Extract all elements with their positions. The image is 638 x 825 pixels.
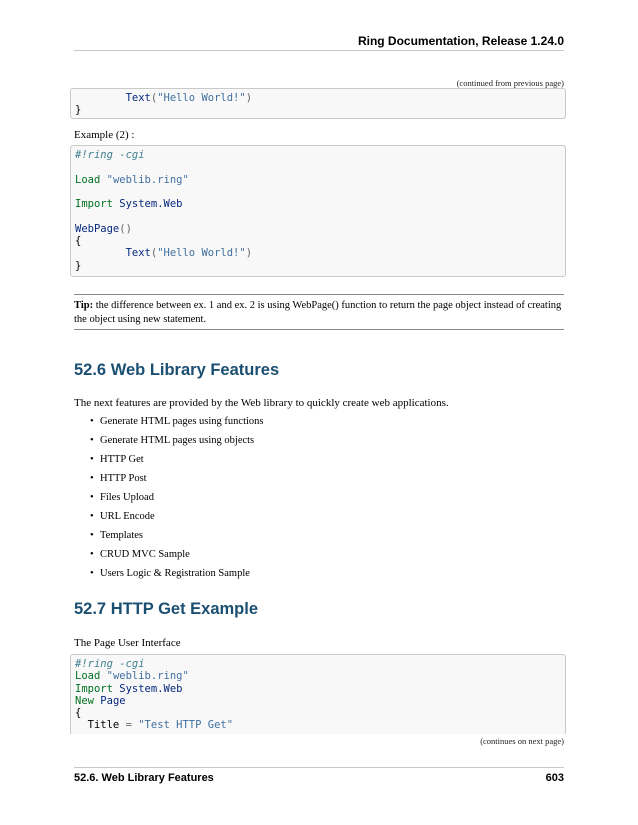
code-line bbox=[75, 223, 561, 235]
code-line bbox=[75, 695, 561, 707]
continues-on-next: (continues on next page) bbox=[480, 736, 564, 746]
code-line bbox=[75, 92, 561, 104]
code-token: { bbox=[75, 235, 82, 248]
tip-box bbox=[74, 299, 564, 327]
list-item: • Templates bbox=[90, 526, 263, 545]
code-token: ) bbox=[245, 247, 253, 260]
code-token: #!ring -cgi bbox=[75, 658, 145, 670]
code-token: } bbox=[75, 259, 82, 272]
tip-text: the difference between ex. 1 and ex. 2 is using WebPage() function to return the page object instead of creating the object using new statement. bbox=[74, 300, 562, 325]
header-rule bbox=[74, 50, 564, 51]
list-item: • Users Logic & Registration Sample bbox=[90, 564, 263, 583]
list-item: • Generate HTML pages using functions bbox=[90, 412, 263, 431]
code-line bbox=[75, 210, 561, 222]
footer-section: 52.6. Web Library Features bbox=[74, 772, 214, 784]
tip-rule-bottom bbox=[74, 329, 564, 330]
list-item: • CRUD MVC Sample bbox=[90, 545, 263, 564]
code-token: = bbox=[125, 719, 132, 732]
code-block-1[interactable] bbox=[70, 88, 566, 119]
code-block-2[interactable] bbox=[70, 145, 566, 277]
code-token: Title bbox=[75, 719, 126, 732]
section-heading-http-get-example: 52.7 HTTP Get Example bbox=[74, 600, 259, 618]
code-block-3[interactable] bbox=[70, 654, 566, 734]
code-token: ( bbox=[150, 247, 158, 260]
code-token: { bbox=[75, 707, 82, 720]
code-token: ( bbox=[150, 92, 158, 104]
section-heading-web-library-features: 52.6 Web Library Features bbox=[74, 361, 280, 379]
code-token: Import bbox=[75, 198, 113, 211]
footer-rule bbox=[74, 767, 564, 768]
code-token: () bbox=[119, 222, 132, 235]
tip-label: Tip: bbox=[74, 300, 94, 311]
code-token: Load bbox=[75, 173, 101, 186]
page-header: Ring Documentation, Release 1.24.0 bbox=[357, 34, 564, 48]
code-token: Text bbox=[125, 92, 151, 104]
list-item: • Generate HTML pages using objects bbox=[90, 431, 263, 450]
code-token: System.Web bbox=[119, 682, 183, 695]
code-token: "weblib.ring" bbox=[106, 173, 189, 186]
code-line bbox=[75, 235, 561, 247]
code-token: Page bbox=[100, 694, 126, 707]
page-number: 603 bbox=[545, 772, 564, 784]
code-token: } bbox=[75, 104, 82, 117]
list-item: • HTTP Get bbox=[90, 450, 263, 469]
example-2-label: Example (2) : bbox=[74, 129, 135, 141]
code-line bbox=[75, 683, 561, 695]
code-line bbox=[75, 198, 561, 210]
code-line bbox=[75, 174, 561, 186]
page-footer bbox=[74, 772, 564, 784]
code-token: Load bbox=[75, 670, 101, 683]
code-line bbox=[75, 670, 561, 682]
code-token: Text bbox=[125, 247, 151, 260]
code-token: "Test HTTP Get" bbox=[138, 719, 234, 732]
code-token: Import bbox=[75, 682, 113, 695]
code-token: New bbox=[75, 694, 94, 707]
tip-rule-top bbox=[74, 294, 564, 295]
code-line bbox=[75, 149, 561, 161]
code-token bbox=[75, 92, 126, 104]
code-line bbox=[75, 707, 561, 719]
code-token: "Hello World!" bbox=[157, 247, 246, 260]
code-token: System.Web bbox=[119, 198, 183, 211]
continued-from-previous: (continued from previous page) bbox=[456, 78, 564, 88]
code-token: "Hello World!" bbox=[157, 92, 246, 104]
code-line bbox=[75, 260, 561, 272]
code-line bbox=[75, 186, 561, 198]
code-token: WebPage bbox=[75, 222, 120, 235]
code-line bbox=[75, 719, 561, 731]
list-item: • Files Upload bbox=[90, 488, 263, 507]
code-line bbox=[75, 161, 561, 173]
code-token: ) bbox=[245, 92, 253, 104]
page-ui-label: The Page User Interface bbox=[74, 637, 181, 649]
features-list bbox=[90, 412, 263, 583]
list-item: • URL Encode bbox=[90, 507, 263, 526]
code-line bbox=[75, 104, 561, 116]
list-item: • HTTP Post bbox=[90, 469, 263, 488]
code-token: "weblib.ring" bbox=[106, 670, 189, 683]
code-token: #!ring -cgi bbox=[75, 149, 145, 161]
code-token bbox=[75, 247, 126, 259]
section-intro: The next features are provided by the Web library to quickly create web applications. bbox=[74, 397, 449, 409]
code-line bbox=[75, 247, 561, 259]
code-line bbox=[75, 658, 561, 670]
